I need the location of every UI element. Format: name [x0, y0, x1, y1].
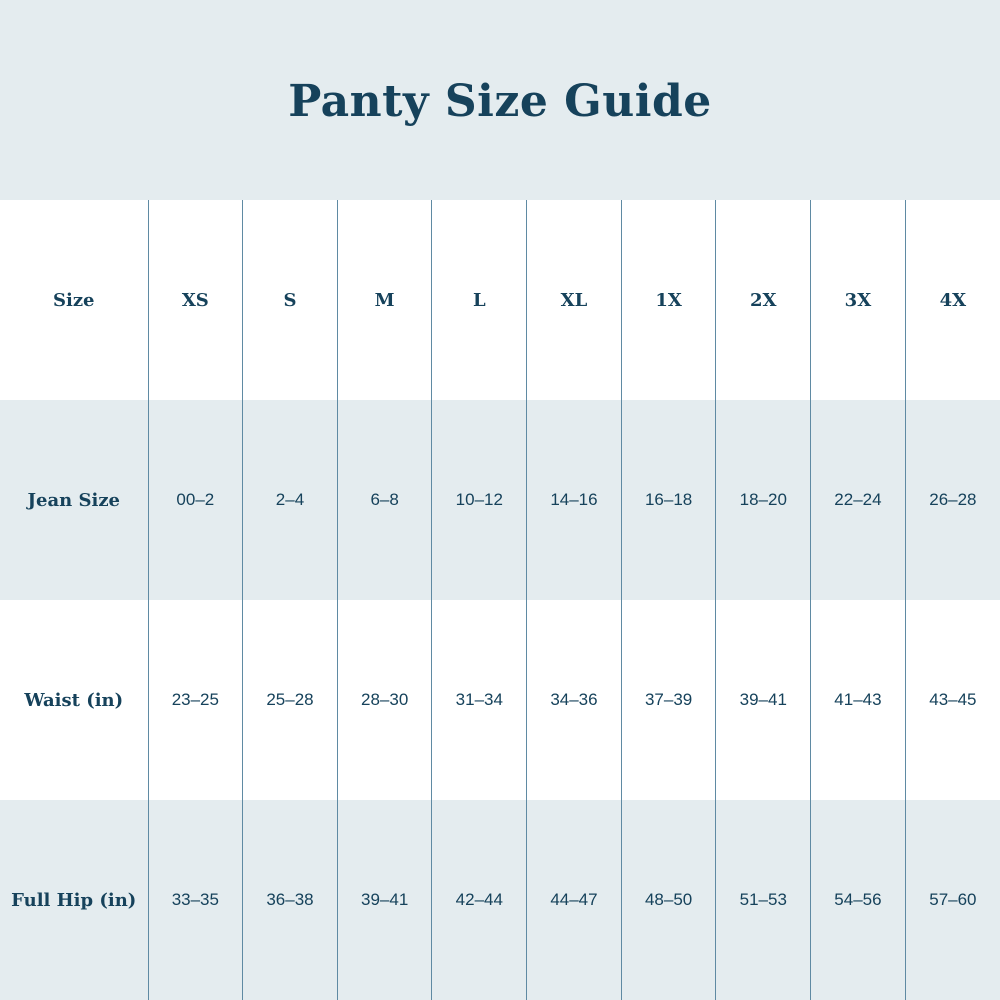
table-cell: 48–50: [621, 800, 716, 1000]
table-cell: 57–60: [905, 800, 1000, 1000]
table-cell: 16–18: [621, 400, 716, 600]
size-4x: 4X: [905, 200, 1000, 400]
table-cell: 42–44: [432, 800, 527, 1000]
table-cell: 10–12: [432, 400, 527, 600]
table-cell: 37–39: [621, 600, 716, 800]
size-header-row: [0, 200, 1000, 400]
size-2x: 2X: [716, 200, 811, 400]
size-m: M: [337, 200, 432, 400]
table-cell: 6–8: [337, 400, 432, 600]
table-cell: 41–43: [811, 600, 906, 800]
table-cell: 39–41: [337, 800, 432, 1000]
table-cell: 28–30: [337, 600, 432, 800]
table-cell: 14–16: [527, 400, 622, 600]
size-s: S: [243, 200, 338, 400]
table-cell: 25–28: [243, 600, 338, 800]
size-1x: 1X: [621, 200, 716, 400]
table-cell: 51–53: [716, 800, 811, 1000]
table-cell: 54–56: [811, 800, 906, 1000]
row-label-full-hip: Full Hip (in): [11, 889, 137, 911]
table-cell: 26–28: [905, 400, 1000, 600]
table-cell: 31–34: [432, 600, 527, 800]
table-cell: 18–20: [716, 400, 811, 600]
header-banner: [0, 0, 1000, 200]
table-cell: 36–38: [243, 800, 338, 1000]
size-3x: 3X: [811, 200, 906, 400]
row-label-size: Size: [52, 289, 95, 311]
table-cell: 2–4: [243, 400, 338, 600]
size-xs: XS: [148, 200, 243, 400]
table-cell: 44–47: [527, 800, 622, 1000]
table-cell: 23–25: [148, 600, 243, 800]
page-title: Panty Size Guide: [288, 75, 712, 127]
waist-row: [0, 600, 1000, 800]
row-label-waist: Waist (in): [24, 689, 124, 711]
table-cell: 33–35: [148, 800, 243, 1000]
table-cell: 43–45: [905, 600, 1000, 800]
size-table: [0, 200, 1000, 1000]
size-xl: XL: [527, 200, 622, 400]
jean-size-row: [0, 400, 1000, 600]
full-hip-row: [0, 800, 1000, 1000]
row-label-jean-size: Jean Size: [27, 489, 120, 511]
table-cell: 00–2: [148, 400, 243, 600]
table-cell: 39–41: [716, 600, 811, 800]
table-cell: 22–24: [811, 400, 906, 600]
table-cell: 34–36: [527, 600, 622, 800]
size-l: L: [432, 200, 527, 400]
